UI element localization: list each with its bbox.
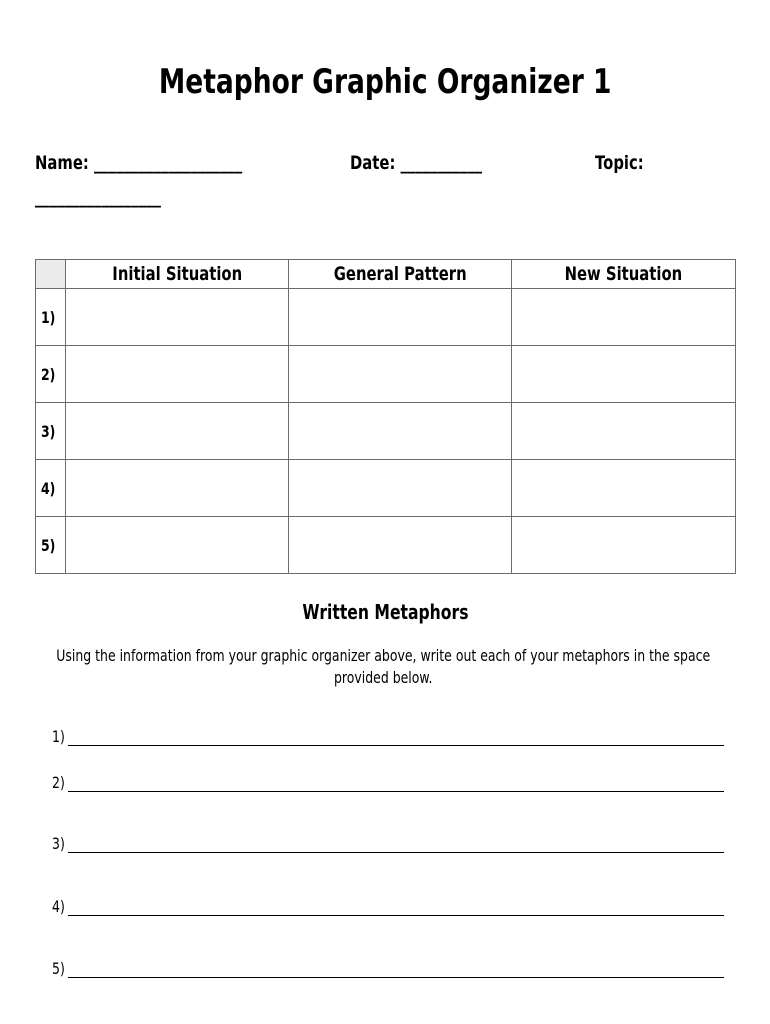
write-line[interactable] (68, 744, 724, 746)
new-situation-cell[interactable] (512, 403, 736, 460)
write-line[interactable] (68, 914, 724, 916)
date-field[interactable] (350, 152, 519, 174)
line-number: 1) (52, 727, 65, 746)
topic-blank: _________________ (35, 186, 161, 208)
initial-situation-cell[interactable] (66, 403, 289, 460)
initial-situation-cell[interactable] (66, 346, 289, 403)
name-label: Name: ____________________ (35, 152, 243, 174)
line-number: 2) (52, 773, 65, 792)
row-number: 5) (36, 517, 66, 574)
metaphor-line-2[interactable] (52, 770, 724, 794)
general-pattern-cell[interactable] (289, 517, 512, 574)
new-situation-cell[interactable] (512, 517, 736, 574)
table-row (36, 289, 736, 346)
name-field[interactable] (35, 152, 301, 174)
initial-situation-cell[interactable] (66, 289, 289, 346)
topic-line[interactable] (35, 186, 197, 208)
metaphor-line-3[interactable] (52, 831, 724, 855)
new-situation-cell[interactable] (512, 460, 736, 517)
instructions: Using the information from your graphic organizer above, write out each of your metaphors in the space provided below. (56, 646, 711, 687)
line-number: 4) (52, 897, 65, 916)
table-row (36, 403, 736, 460)
initial-situation-cell[interactable] (66, 460, 289, 517)
general-pattern-cell[interactable] (289, 403, 512, 460)
line-number: 3) (52, 834, 65, 853)
general-pattern-cell[interactable] (289, 346, 512, 403)
table-header-row (36, 260, 736, 289)
write-line[interactable] (68, 790, 724, 792)
write-line[interactable] (68, 851, 724, 853)
row-number: 1) (36, 289, 66, 346)
metaphor-line-4[interactable] (52, 894, 724, 918)
table-row (36, 346, 736, 403)
general-pattern-cell[interactable] (289, 289, 512, 346)
topic-field[interactable] (595, 152, 657, 174)
initial-situation-cell[interactable] (66, 517, 289, 574)
general-pattern-cell[interactable] (289, 460, 512, 517)
table-row (36, 460, 736, 517)
row-number: 4) (36, 460, 66, 517)
row-number: 2) (36, 346, 66, 403)
metaphor-line-1[interactable] (52, 724, 724, 748)
new-situation-cell[interactable] (512, 289, 736, 346)
organizer-table (35, 259, 736, 574)
page-title: Metaphor Graphic Organizer 1 (158, 62, 612, 102)
new-situation-cell[interactable] (512, 346, 736, 403)
column-header: New Situation (512, 260, 736, 289)
table-corner-cell (36, 260, 66, 289)
written-metaphors-heading: Written Metaphors (301, 600, 469, 624)
row-number: 3) (36, 403, 66, 460)
column-header: General Pattern (289, 260, 512, 289)
date-label: Date: ___________ (350, 152, 483, 174)
metaphor-line-5[interactable] (52, 956, 724, 980)
write-line[interactable] (68, 976, 724, 978)
line-number: 5) (52, 959, 65, 978)
table-row (36, 517, 736, 574)
column-header: Initial Situation (66, 260, 289, 289)
topic-label: Topic: (595, 152, 644, 174)
